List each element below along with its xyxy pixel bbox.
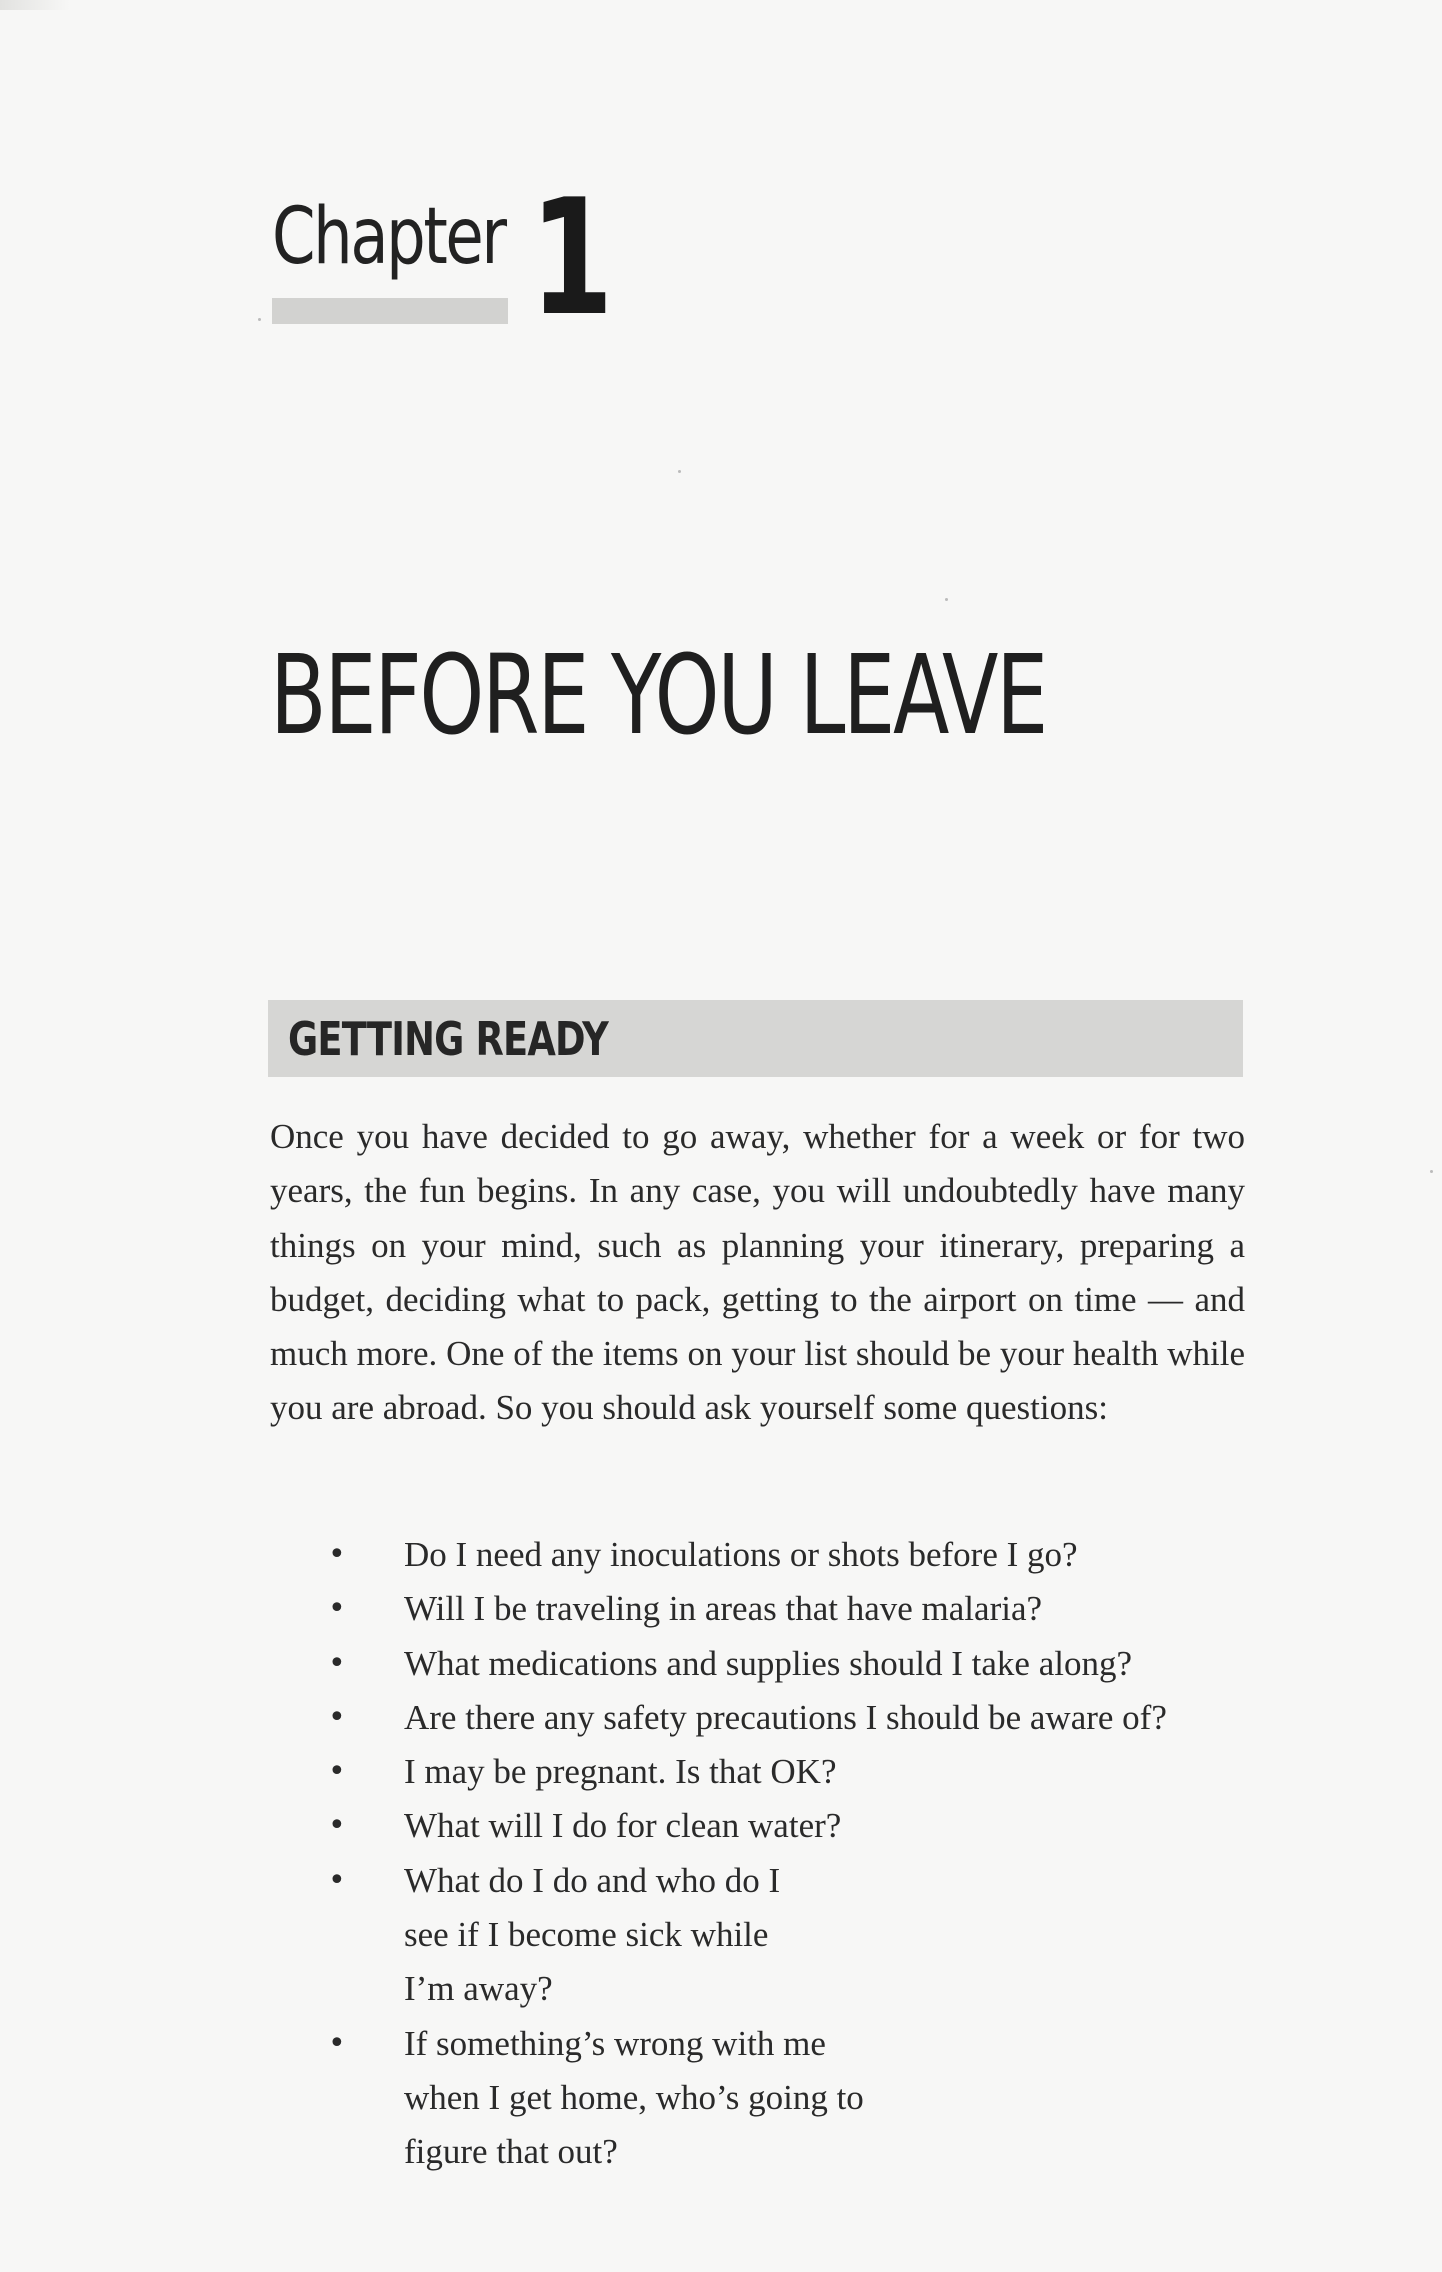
chapter-label: Chapter xyxy=(272,192,505,282)
list-item-text: Are there any safety precautions I should be aware of? xyxy=(404,1697,1167,1737)
bullet-icon: • xyxy=(328,1537,346,1572)
list-item xyxy=(270,2017,1260,2180)
scan-speck xyxy=(678,470,681,473)
list-item-text: What medications and supplies should I take along? xyxy=(404,1643,1133,1683)
list-item xyxy=(270,1528,1260,1582)
list-item xyxy=(270,1799,1260,1853)
scan-speck xyxy=(945,598,948,601)
list-item-text: I may be pregnant. Is that OK? xyxy=(404,1752,837,1792)
bullet-icon: • xyxy=(328,1591,346,1627)
scan-speck xyxy=(258,318,261,321)
list-item xyxy=(270,1745,1260,1799)
bullet-icon: • xyxy=(328,2025,346,2061)
list-item xyxy=(270,1582,1260,1636)
bullet-icon: • xyxy=(328,1645,346,1681)
question-list xyxy=(270,1528,1260,2180)
bullet-icon: • xyxy=(328,1699,346,1735)
chapter-title: BEFORE YOU LEAVE xyxy=(270,631,1047,759)
list-item-text: What do I do and who do I see if I become sick while I’m away? xyxy=(404,1860,781,2009)
list-item xyxy=(270,1854,1260,2017)
scan-speck xyxy=(1430,1170,1433,1173)
list-item-text: If something’s wrong with me when I get home, who’s going to figure that out? xyxy=(404,2023,864,2172)
list-item-text: Do I need any inoculations or shots before I go? xyxy=(404,1535,1078,1574)
bullet-icon: • xyxy=(328,1808,346,1844)
scan-edge-shadow xyxy=(0,0,70,10)
list-item-text: Will I be traveling in areas that have malaria? xyxy=(404,1589,1043,1629)
intro-paragraph: Once you have decided to go away, whether for a week or for two years, the fun begins. In any case, you will undoubtedly have many things on your mind, such as planning your itinerary, preparing a budget, deciding what to pack, getting to the airport on time — and much more. One of the items on your list should be your health while you are abroad. So you should ask yourself some questions: xyxy=(270,1117,1245,1428)
section-heading-bar xyxy=(268,1000,1243,1077)
bullet-icon: • xyxy=(328,1754,346,1790)
list-item xyxy=(270,1691,1260,1745)
chapter-underline-bar xyxy=(272,298,508,324)
chapter-heading xyxy=(272,164,614,351)
list-item-text: What will I do for clean water? xyxy=(404,1806,842,1846)
section-heading: GETTING READY xyxy=(288,1012,608,1066)
bullet-icon: • xyxy=(328,1862,346,1898)
chapter-number: 1 xyxy=(530,164,614,351)
list-item xyxy=(270,1637,1260,1691)
